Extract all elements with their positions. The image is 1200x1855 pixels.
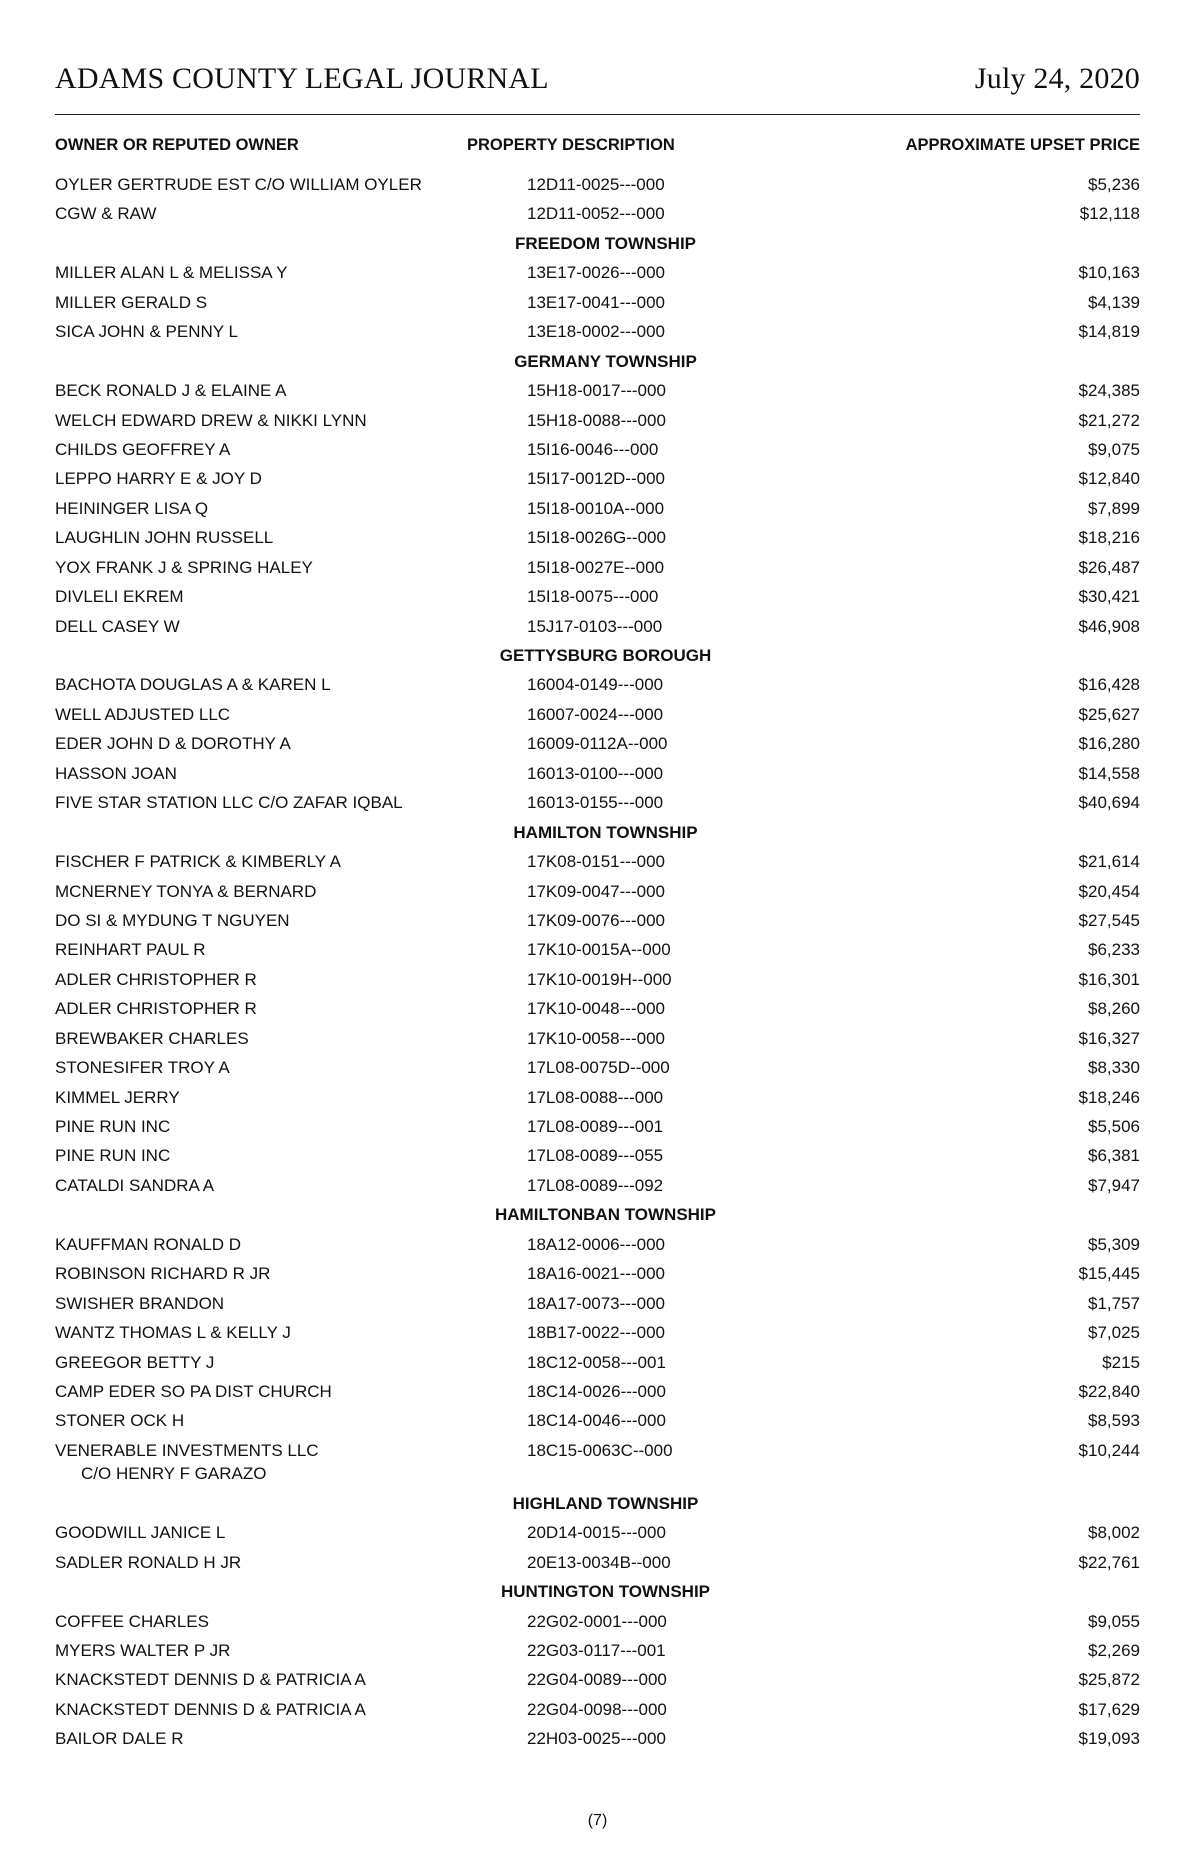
parcel-number: 16013-0100---000 — [527, 763, 664, 783]
owner-column-header: OWNER OR REPUTED OWNER — [55, 136, 299, 154]
parcel-number: 17L08-0088---000 — [527, 1087, 664, 1107]
parcel-number: 15I18-0027E--000 — [527, 557, 665, 577]
table-row — [55, 1353, 1140, 1382]
parcel-number: 17K10-0058---000 — [527, 1028, 665, 1048]
parcel-number: 17K10-0015A--000 — [527, 940, 671, 960]
owner-name: ADLER CHRISTOPHER R — [55, 969, 257, 989]
upset-price: $5,236 — [1088, 175, 1140, 194]
owner-name: PINE RUN INC — [55, 1117, 171, 1136]
upset-price: $9,075 — [1088, 439, 1140, 459]
parcel-number: 12D11-0052---000 — [527, 204, 665, 224]
parcel-number: 17K08-0151---000 — [527, 852, 665, 872]
upset-price: $19,093 — [1078, 1729, 1140, 1749]
owner-name: BECK RONALD J & ELAINE A — [55, 381, 287, 401]
journal-title: ADAMS COUNTY LEGAL JOURNAL — [55, 62, 549, 95]
section-heading — [55, 1582, 1140, 1611]
owner-name: KNACKSTEDT DENNIS D & PATRICIA A — [55, 1699, 366, 1719]
parcel-number: 15I18-0075---000 — [527, 587, 659, 607]
owner-name: HASSON JOAN — [55, 763, 177, 783]
section-heading — [55, 646, 1140, 675]
parcel-number: 18A16-0021---000 — [527, 1264, 665, 1284]
parcel-number: 16004-0149---000 — [527, 675, 664, 695]
upset-price: $8,593 — [1088, 1411, 1140, 1431]
owner-name: FIVE STAR STATION LLC C/O ZAFAR IQBAL — [55, 793, 403, 813]
table-row — [55, 1294, 1140, 1323]
parcel-number: 13E17-0041---000 — [527, 292, 665, 312]
table-row — [55, 1382, 1140, 1411]
table-row — [55, 999, 1140, 1028]
upset-price: $15,445 — [1078, 1264, 1140, 1284]
upset-price: $6,233 — [1088, 940, 1140, 960]
owner-name: CGW & RAW — [55, 204, 157, 224]
owner-name: DIVLELI EKREM — [55, 587, 184, 607]
upset-price: $8,330 — [1088, 1058, 1140, 1078]
owner-name: BREWBAKER CHARLES — [55, 1028, 249, 1048]
masthead — [55, 62, 1140, 112]
owner-name: CAMP EDER SO PA DIST CHURCH — [55, 1381, 332, 1401]
owner-name: KIMMEL JERRY — [55, 1087, 180, 1107]
section-heading-label: GETTYSBURG BOROUGH — [499, 646, 712, 665]
table-row — [55, 705, 1140, 734]
upset-price: $16,280 — [1078, 734, 1140, 754]
parcel-number: 15H18-0088---000 — [527, 410, 666, 430]
parcel-number: 17K10-0048---000 — [527, 999, 665, 1019]
owner-name: SADLER RONALD H JR — [55, 1552, 242, 1572]
upset-price: $7,025 — [1088, 1323, 1140, 1343]
upset-price: $6,381 — [1088, 1146, 1140, 1166]
table-row — [55, 1264, 1140, 1293]
owner-name: VENERABLE INVESTMENTS LLC — [55, 1440, 319, 1460]
table-row — [55, 1176, 1140, 1205]
upset-price: $27,545 — [1078, 910, 1140, 930]
table-row — [55, 1441, 1140, 1494]
upset-price: $46,908 — [1078, 616, 1140, 636]
section-heading — [55, 352, 1140, 381]
table-row — [55, 617, 1140, 646]
upset-price: $4,139 — [1088, 292, 1140, 312]
owner-name: KAUFFMAN RONALD D — [55, 1234, 242, 1254]
parcel-number: 15I18-0026G--000 — [527, 528, 666, 548]
parcel-number: 15I18-0010A--000 — [527, 498, 665, 518]
table-row — [55, 882, 1140, 911]
table-row — [55, 675, 1140, 704]
table-row — [55, 970, 1140, 999]
owner-name: STONER OCK H — [55, 1411, 185, 1431]
owner-name: HEININGER LISA Q — [55, 498, 209, 518]
owner-name: LEPPO HARRY E & JOY D — [55, 469, 262, 489]
owner-name: PINE RUN INC — [55, 1146, 171, 1166]
owner-name: MILLER GERALD S — [55, 292, 208, 312]
owner-name-continued: C/O HENRY F GARAZO — [81, 1463, 267, 1483]
section-heading-label: HAMILTON TOWNSHIP — [513, 822, 698, 842]
upset-price: $18,246 — [1078, 1087, 1140, 1107]
owner-name: CATALDI SANDRA A — [55, 1175, 215, 1195]
upset-price: $14,558 — [1078, 763, 1140, 783]
table-row — [55, 1146, 1140, 1175]
upset-price: $2,269 — [1088, 1641, 1140, 1660]
owner-name: SWISHER BRANDON — [55, 1293, 225, 1313]
owner-name: DO SI & MYDUNG T NGUYEN — [55, 910, 290, 930]
table-row — [55, 528, 1140, 557]
table-row — [55, 1641, 1140, 1670]
parcel-number: 18C14-0026---000 — [527, 1381, 666, 1401]
upset-price: $10,244 — [1078, 1440, 1140, 1460]
parcel-number: 22G03-0117---001 — [527, 1641, 666, 1660]
upset-price: $26,487 — [1078, 557, 1140, 577]
parcel-number: 20D14-0015---000 — [527, 1523, 666, 1543]
parcel-number: 22H03-0025---000 — [527, 1729, 666, 1749]
section-heading — [55, 823, 1140, 852]
page-number: (7) — [587, 1812, 608, 1829]
owner-name: STONESIFER TROY A — [55, 1058, 230, 1078]
upset-price: $8,002 — [1088, 1523, 1140, 1543]
owner-name: KNACKSTEDT DENNIS D & PATRICIA A — [55, 1670, 366, 1690]
owner-name: FISCHER F PATRICK & KIMBERLY A — [55, 852, 341, 872]
upset-price: $10,163 — [1078, 263, 1140, 283]
table-row — [55, 469, 1140, 498]
parcel-number: 18C12-0058---001 — [527, 1352, 666, 1372]
parcel-number: 15J17-0103---000 — [527, 616, 663, 636]
table-row — [55, 852, 1140, 881]
owner-name: MYERS WALTER P JR — [55, 1641, 231, 1660]
table-row — [55, 1729, 1140, 1758]
upset-price: $25,627 — [1078, 704, 1140, 724]
description-column-header: PROPERTY DESCRIPTION — [467, 136, 675, 154]
parcel-number: 18A12-0006---000 — [527, 1234, 665, 1254]
upset-price: $7,947 — [1088, 1175, 1140, 1195]
upset-price: $7,899 — [1088, 498, 1140, 518]
table-row — [55, 1058, 1140, 1087]
owner-name: REINHART PAUL R — [55, 940, 206, 960]
parcel-number: 17L08-0089---055 — [527, 1146, 664, 1166]
owner-name: WELL ADJUSTED LLC — [55, 704, 231, 724]
owner-name: ADLER CHRISTOPHER R — [55, 999, 257, 1019]
upset-price: $1,757 — [1088, 1293, 1140, 1313]
table-row — [55, 175, 1140, 204]
owner-name: LAUGHLIN JOHN RUSSELL — [55, 528, 274, 548]
upset-price: $9,055 — [1088, 1611, 1140, 1631]
upset-price: $22,840 — [1078, 1381, 1140, 1401]
upset-price: $20,454 — [1078, 881, 1140, 901]
parcel-number: 22G02-0001---000 — [527, 1611, 667, 1631]
owner-name: COFFEE CHARLES — [55, 1611, 209, 1631]
parcel-number: 13E17-0026---000 — [527, 263, 665, 283]
table-row — [55, 204, 1140, 233]
table-row — [55, 1612, 1140, 1641]
table-row — [55, 1553, 1140, 1582]
table-row — [55, 411, 1140, 440]
parcel-number: 18C14-0046---000 — [527, 1411, 666, 1431]
section-heading — [55, 1205, 1140, 1234]
parcel-number: 15I16-0046---000 — [527, 439, 659, 459]
owner-name: OYLER GERTRUDE EST C/O WILLIAM OYLER — [55, 175, 422, 194]
upset-price: $22,761 — [1078, 1552, 1140, 1572]
upset-price: $12,118 — [1079, 204, 1140, 224]
owner-name: GOODWILL JANICE L — [55, 1523, 226, 1543]
table-row — [55, 1235, 1140, 1264]
parcel-number: 20E13-0034B--000 — [527, 1552, 671, 1572]
section-heading-label: GERMANY TOWNSHIP — [514, 351, 697, 371]
section-heading-label: HAMILTONBAN TOWNSHIP — [495, 1205, 716, 1225]
upset-price: $16,428 — [1078, 675, 1140, 695]
owner-name: MILLER ALAN L & MELISSA Y — [55, 263, 288, 283]
table-row — [55, 293, 1140, 322]
table-row — [55, 322, 1140, 351]
parcel-number: 13E18-0002---000 — [527, 322, 665, 342]
owner-name: WANTZ THOMAS L & KELLY J — [55, 1323, 291, 1343]
table-row — [55, 1523, 1140, 1552]
upset-price: $215 — [1102, 1352, 1140, 1372]
upset-price: $30,421 — [1078, 587, 1140, 607]
column-headers — [55, 136, 1140, 160]
table-row — [55, 1029, 1140, 1058]
parcel-number: 17K10-0019H--000 — [527, 969, 672, 989]
upset-price: $24,385 — [1078, 381, 1140, 401]
section-heading-label: FREEDOM TOWNSHIP — [514, 233, 697, 253]
parcel-number: 18B17-0022---000 — [527, 1323, 665, 1343]
parcel-number: 16013-0155---000 — [527, 793, 664, 813]
price-column-header: APPROXIMATE UPSET PRICE — [905, 136, 1140, 154]
table-row — [55, 1670, 1140, 1699]
table-row — [55, 1117, 1140, 1146]
upset-price: $14,819 — [1078, 322, 1140, 342]
parcel-number: 15H18-0017---000 — [527, 381, 666, 401]
parcel-number: 16007-0024---000 — [527, 704, 664, 724]
owner-name: SICA JOHN & PENNY L — [55, 322, 238, 342]
listing-table — [55, 175, 1140, 1759]
upset-price: $25,872 — [1078, 1670, 1140, 1690]
table-row — [55, 1700, 1140, 1729]
upset-price: $12,840 — [1078, 469, 1140, 489]
table-row — [55, 587, 1140, 616]
parcel-number: 17K09-0076---000 — [527, 910, 665, 930]
upset-price: $18,216 — [1078, 528, 1140, 548]
upset-price: $16,327 — [1078, 1028, 1140, 1048]
owner-name: ROBINSON RICHARD R JR — [55, 1264, 271, 1284]
upset-price: $21,272 — [1078, 410, 1140, 430]
section-heading — [55, 1494, 1140, 1523]
table-row — [55, 764, 1140, 793]
upset-price: $5,506 — [1088, 1117, 1140, 1136]
table-row — [55, 940, 1140, 969]
parcel-number: 18C15-0063C--000 — [527, 1440, 673, 1460]
table-row — [55, 793, 1140, 822]
owner-name: WELCH EDWARD DREW & NIKKI LYNN — [55, 410, 367, 430]
table-row — [55, 558, 1140, 587]
parcel-number: 17L08-0075D--000 — [527, 1058, 670, 1078]
owner-name: MCNERNEY TONYA & BERNARD — [55, 881, 317, 901]
table-row — [55, 263, 1140, 292]
parcel-number: 18A17-0073---000 — [527, 1293, 665, 1313]
owner-name: BAILOR DALE R — [55, 1729, 184, 1749]
upset-price: $5,309 — [1088, 1234, 1140, 1254]
owner-name: CHILDS GEOFFREY A — [55, 439, 231, 459]
parcel-number: 17K09-0047---000 — [527, 881, 665, 901]
table-row — [55, 499, 1140, 528]
table-row — [55, 734, 1140, 763]
upset-price: $8,260 — [1088, 999, 1140, 1019]
section-heading-label: HUNTINGTON TOWNSHIP — [500, 1582, 711, 1602]
parcel-number: 17L08-0089---001 — [527, 1117, 664, 1136]
parcel-number: 16009-0112A--000 — [527, 734, 668, 754]
section-heading-label: HIGHLAND TOWNSHIP — [512, 1493, 699, 1513]
parcel-number: 15I17-0012D--000 — [527, 469, 665, 489]
table-row — [55, 1323, 1140, 1352]
owner-name: GREEGOR BETTY J — [55, 1352, 215, 1372]
owner-name: DELL CASEY W — [55, 616, 180, 636]
parcel-number: 12D11-0025---000 — [527, 175, 665, 194]
parcel-number: 22G04-0098---000 — [527, 1699, 667, 1719]
owner-name: YOX FRANK J & SPRING HALEY — [55, 557, 313, 577]
parcel-number: 22G04-0089---000 — [527, 1670, 667, 1690]
header-rule — [55, 114, 1140, 115]
parcel-number: 17L08-0089---092 — [527, 1175, 664, 1195]
issue-date: July 24, 2020 — [974, 62, 1140, 95]
table-row — [55, 1411, 1140, 1440]
upset-price: $17,629 — [1078, 1699, 1140, 1719]
table-row — [55, 381, 1140, 410]
table-row — [55, 911, 1140, 940]
owner-name: EDER JOHN D & DOROTHY A — [55, 734, 291, 754]
upset-price: $40,694 — [1078, 793, 1140, 813]
journal-page — [55, 0, 1140, 1855]
table-row — [55, 1088, 1140, 1117]
section-heading — [55, 234, 1140, 263]
upset-price: $21,614 — [1078, 852, 1140, 872]
owner-name: BACHOTA DOUGLAS A & KAREN L — [55, 675, 331, 695]
table-row — [55, 440, 1140, 469]
upset-price: $16,301 — [1078, 969, 1140, 989]
